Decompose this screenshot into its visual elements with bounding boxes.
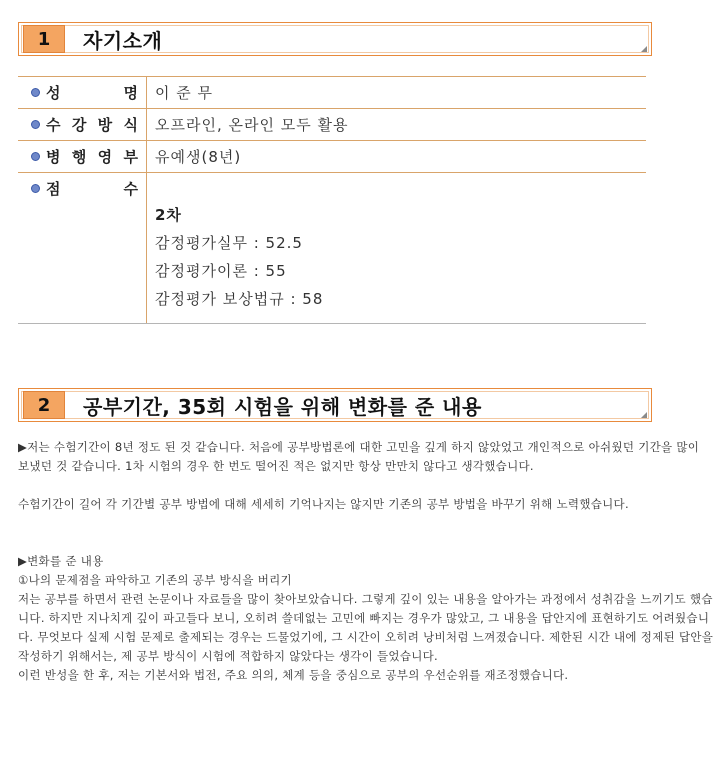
paragraph-intro: ▶저는 수험기간이 8년 정도 된 것 같습니다. 처음에 공부방법론에 대한 고민을 깊게 하지 않았었고 개인적으로 아쉬웠던 기간을 많이 보냈던 것 같습니다. 1차 시험의 경우 한 번도 떨어진 적은 없지만 항상 만만치 않다고 생각했습니다. xyxy=(18,440,700,473)
section-1-number: 1 xyxy=(23,25,65,53)
table-row xyxy=(18,141,646,173)
section-2-title: 공부기간, 35회 시험을 위해 변화를 준 내용 xyxy=(83,394,482,419)
row-label-score xyxy=(18,173,147,324)
bullet-icon xyxy=(31,120,40,129)
bullet-icon xyxy=(31,184,40,193)
row-value-score xyxy=(147,173,647,324)
table-row-score xyxy=(18,173,646,324)
label-text: 성 명 xyxy=(46,84,138,102)
bullet-icon xyxy=(31,88,40,97)
score-item-law: 감정평가 보상법규 : 58 xyxy=(155,290,324,308)
score-round: 2차 xyxy=(155,206,182,224)
row-value-parallel: 유예생(8년) xyxy=(147,141,647,173)
section-2-number: 2 xyxy=(23,391,65,419)
resize-corner-icon xyxy=(641,46,647,52)
section-1-title: 자기소개 xyxy=(83,28,163,53)
paragraph-effort: 수험기간이 길어 각 기간별 공부 방법에 대해 세세히 기억나지는 않지만 기존의 공부 방법을 바꾸기 위해 노력했습니다. xyxy=(18,497,629,511)
row-label-name xyxy=(18,77,147,109)
score-item-practice: 감정평가실무 : 52.5 xyxy=(155,234,303,252)
table-row xyxy=(18,77,646,109)
label-text: 수 강 방 식 xyxy=(46,116,138,134)
table-row xyxy=(18,109,646,141)
row-label-parallel xyxy=(18,141,147,173)
paragraph-subheading: ①나의 문제점을 파악하고 기존의 공부 방식을 버리기 xyxy=(18,573,292,587)
label-text: 점 수 xyxy=(46,180,138,198)
paragraph-change-heading: ▶변화를 준 내용 xyxy=(18,554,104,568)
paragraph-detail: 저는 공부를 하면서 관련 논문이나 자료들을 많이 찾아보았습니다. 그렇게 깊이 있는 내용을 알아가는 과정에서 성취감을 느끼기도 했습니다. 하지만 지나치게 깊이 파고들다 보니, 오히려 쓸데없는 고민에 빠지는 경우가 많았고, 그 내용을 답안지에 표현하기도 어려웠습니다. 무엇보다 실제 시험 문제로 출제되는 경우는 드물었기에, 그 시간이 오히려 낭비처럼 느껴졌습니다. 제한된 시간 내에 정제된 답안을 작성하기 위해서는, 제 공부 방식이 시험에 적합하지 않았다는 생각이 들었습니다. xyxy=(18,592,714,663)
score-item-theory: 감정평가이론 : 55 xyxy=(155,262,287,280)
profile-table xyxy=(18,76,646,324)
section-2-body xyxy=(18,438,714,685)
row-value-name: 이 준 무 xyxy=(147,77,647,109)
paragraph-reflection: 이런 반성을 한 후, 저는 기본서와 법전, 주요 의의, 체계 등을 중심으로 공부의 우선순위를 재조정했습니다. xyxy=(18,668,569,682)
section-1-header xyxy=(18,22,652,56)
label-text: 병 행 영 부 xyxy=(46,148,138,166)
section-2-header xyxy=(18,388,652,422)
bullet-icon xyxy=(31,152,40,161)
resize-corner-icon xyxy=(641,412,647,418)
row-label-study-mode xyxy=(18,109,147,141)
row-value-study-mode: 오프라인, 온라인 모두 활용 xyxy=(147,109,647,141)
